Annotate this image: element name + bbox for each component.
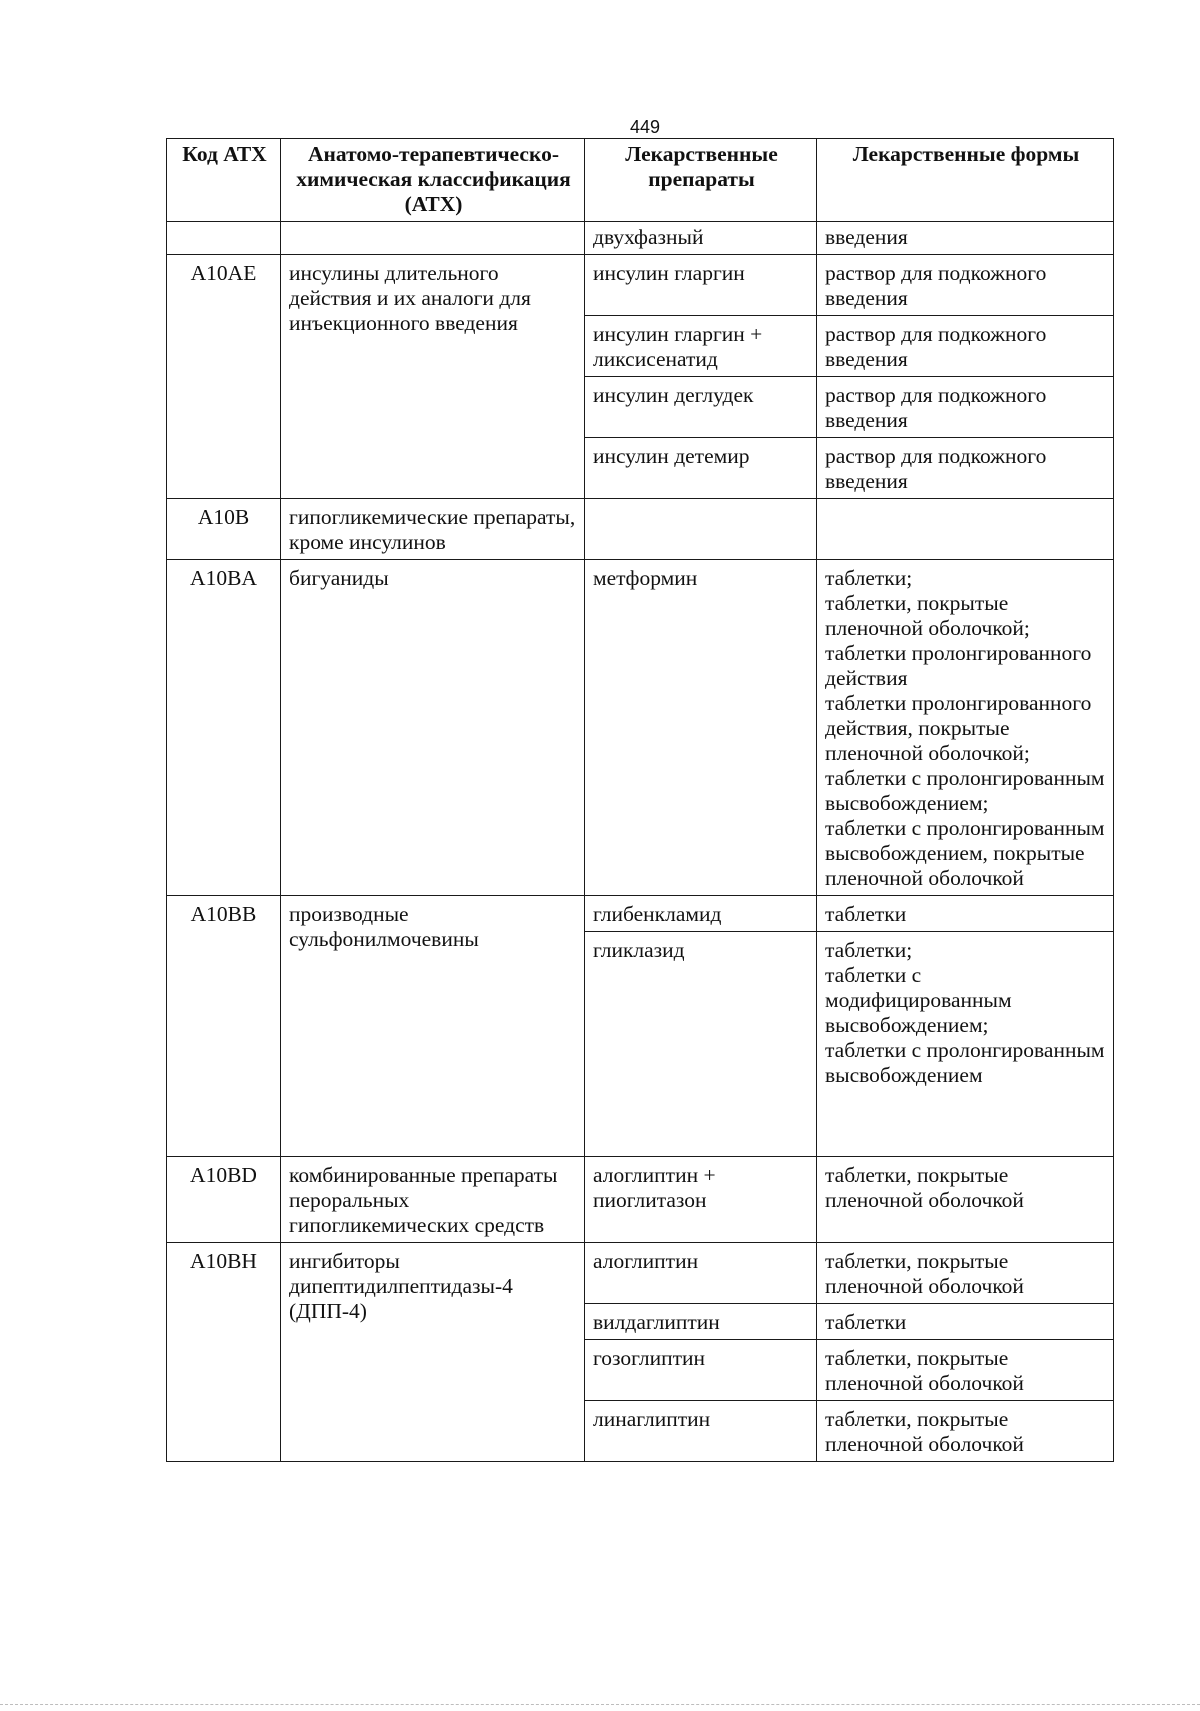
code-cell: A10BB bbox=[167, 896, 281, 1157]
classification-cell bbox=[281, 222, 585, 255]
code-cell: A10BA bbox=[167, 560, 281, 896]
form-cell: раствор для подкожного введения bbox=[817, 377, 1114, 438]
form-cell: таблетки, покрытые пленочной оболочкой bbox=[817, 1243, 1114, 1304]
form-cell: таблетки bbox=[817, 1304, 1114, 1340]
drug-cell: инсулин гларгин + ликсисенатид bbox=[585, 316, 817, 377]
drug-cell: гозоглиптин bbox=[585, 1340, 817, 1401]
form-line: таблетки с модифицированным высвобождением; bbox=[825, 963, 1012, 1037]
drug-cell: вилдаглиптин bbox=[585, 1304, 817, 1340]
form-line: таблетки с пролонгированным высвобождением, покрытые пленочной оболочкой bbox=[825, 816, 1105, 890]
drug-cell: алоглиптин bbox=[585, 1243, 817, 1304]
header-code: Код АТХ bbox=[167, 139, 281, 222]
drug-cell bbox=[585, 499, 817, 560]
form-line: таблетки; bbox=[825, 938, 913, 962]
header-forms: Лекарственные формы bbox=[817, 139, 1114, 222]
table-row bbox=[167, 255, 1114, 316]
classification-cell: гипогликемические препараты, кроме инсулинов bbox=[281, 499, 585, 560]
drug-cell: инсулин гларгин bbox=[585, 255, 817, 316]
form-cell: раствор для подкожного введения bbox=[817, 316, 1114, 377]
header-classification: Анатомо-терапевтическо-химическая классификация (АТХ) bbox=[281, 139, 585, 222]
code-cell: A10B bbox=[167, 499, 281, 560]
page-number: 449 bbox=[630, 117, 661, 137]
code-cell: A10AE bbox=[167, 255, 281, 499]
form-cell: введения bbox=[817, 222, 1114, 255]
form-cell bbox=[817, 560, 1114, 896]
drug-cell: глибенкламид bbox=[585, 896, 817, 932]
drug-cell: двухфазный bbox=[585, 222, 817, 255]
form-line: таблетки с пролонгированным высвобождением bbox=[825, 1038, 1105, 1087]
table-header-row bbox=[167, 139, 1114, 222]
table-row bbox=[167, 1157, 1114, 1243]
form-cell: раствор для подкожного введения bbox=[817, 438, 1114, 499]
form-cell bbox=[817, 932, 1114, 1157]
atc-drug-table bbox=[166, 138, 1114, 1462]
form-line: таблетки пролонгированного действия, покрытые пленочной оболочкой; bbox=[825, 691, 1092, 765]
classification-cell: комбинированные препараты пероральных гипогликемических средств bbox=[281, 1157, 585, 1243]
form-line: таблетки с пролонгированным высвобождением; bbox=[825, 766, 1105, 815]
table-row bbox=[167, 222, 1114, 255]
form-line: таблетки пролонгированного действия bbox=[825, 641, 1092, 690]
form-cell: таблетки, покрытые пленочной оболочкой bbox=[817, 1401, 1114, 1462]
form-cell: раствор для подкожного введения bbox=[817, 255, 1114, 316]
form-cell: таблетки, покрытые пленочной оболочкой bbox=[817, 1157, 1114, 1243]
classification-cell: производные сульфонилмочевины bbox=[281, 896, 585, 1157]
form-cell: таблетки bbox=[817, 896, 1114, 932]
form-cell: таблетки, покрытые пленочной оболочкой bbox=[817, 1340, 1114, 1401]
table-row bbox=[167, 1243, 1114, 1304]
code-cell: A10BH bbox=[167, 1243, 281, 1462]
classification-cell: ингибиторы дипептидилпептидазы-4 (ДПП-4) bbox=[281, 1243, 585, 1462]
drug-cell: инсулин детемир bbox=[585, 438, 817, 499]
table-row bbox=[167, 499, 1114, 560]
classification-cell: бигуаниды bbox=[281, 560, 585, 896]
drug-cell: гликлазид bbox=[585, 932, 817, 1157]
drug-cell: алоглиптин + пиоглитазон bbox=[585, 1157, 817, 1243]
form-line: таблетки, покрытые пленочной оболочкой; bbox=[825, 591, 1030, 640]
header-drugs: Лекарственные препараты bbox=[585, 139, 817, 222]
code-cell bbox=[167, 222, 281, 255]
classification-cell: инсулины длительного действия и их аналоги для инъекционного введения bbox=[281, 255, 585, 499]
form-cell bbox=[817, 499, 1114, 560]
drug-cell: линаглиптин bbox=[585, 1401, 817, 1462]
table-row bbox=[167, 896, 1114, 932]
drug-cell: инсулин деглудек bbox=[585, 377, 817, 438]
code-cell: A10BD bbox=[167, 1157, 281, 1243]
page-edge-rule bbox=[0, 1704, 1200, 1705]
table-row bbox=[167, 560, 1114, 896]
form-line: таблетки; bbox=[825, 566, 913, 590]
drug-cell: метформин bbox=[585, 560, 817, 896]
